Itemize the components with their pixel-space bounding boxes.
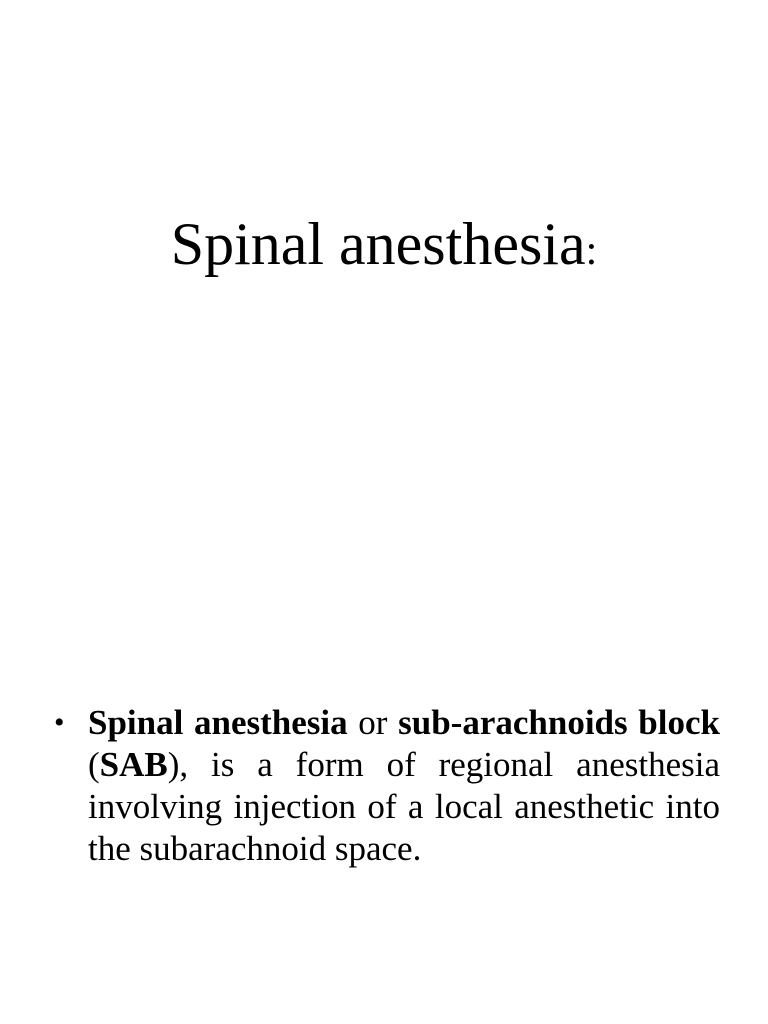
slide-title	[0, 208, 768, 287]
bullet-rest-text: ), is a form of regional anesthesia involving injection of a local anesthetic into the subarachnoid space.	[88, 745, 720, 868]
term-sub-arachnoids-block: sub-arachnoids block	[398, 703, 720, 742]
abbrev-sab: SAB	[99, 745, 168, 784]
slide-body	[48, 702, 720, 870]
bullet-item	[48, 702, 720, 870]
term-spinal-anesthesia: Spinal anesthesia	[88, 703, 348, 742]
slide-title-text: Spinal anesthesia	[170, 211, 586, 277]
slide-title-colon: :	[585, 228, 598, 274]
paren-open: (	[88, 745, 100, 784]
bullet-icon: •	[54, 706, 65, 739]
connector-or: or	[347, 703, 399, 742]
